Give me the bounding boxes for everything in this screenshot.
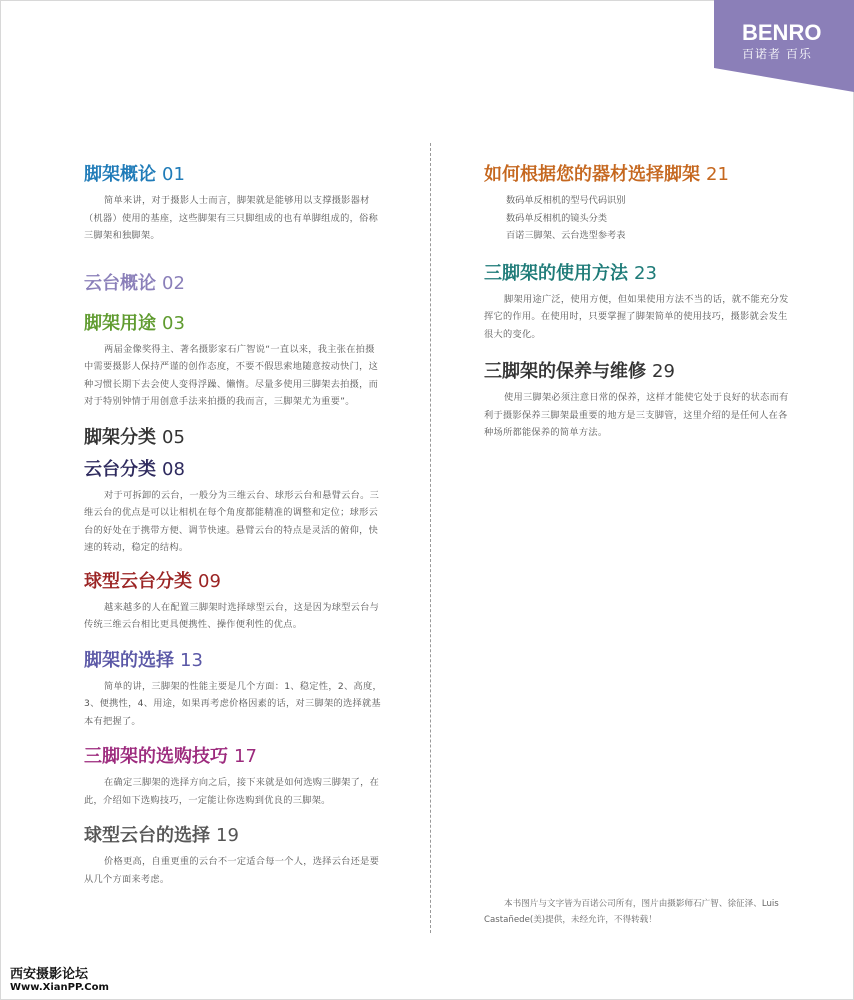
brand-logo: BENRO <box>742 20 822 45</box>
section-title: 云台概论 02 <box>84 272 185 294</box>
section-body: 在确定三脚架的选择方向之后，接下来就是如何选购三脚架了，在此，介绍如下选购技巧，一定能让你选购到优良的三脚架。 <box>84 777 380 806</box>
section-title: 脚架分类 05 <box>84 426 185 448</box>
section-tripod-selection[interactable] <box>84 646 384 731</box>
section-body: 对于可拆卸的云台，一般分为三维云台、球形云台和悬臂云台。三维云台的优点是可以让相机在每个角度都能精准的调整和定位；球形云台的好处在于携带方便、调节快速。悬臂云台的特点是灵活的俯仰，快速的转动，稳定的结构。 <box>84 489 380 553</box>
left-column <box>84 160 384 888</box>
list-item: 数码单反相机的镜头分类 <box>506 212 608 224</box>
section-body: 越来越多的人在配置三脚架时选择球型云台，这是因为球型云台与传统三维云台相比更具便携性、操作便利性的优点。 <box>84 601 380 630</box>
section-body: 两届金像奖得主、著名摄影家石广智说“一直以来，我主张在拍摄中需要摄影人保持严谨的创作态度，不要不假思索地随意按动快门，这种习惯长期下去会使人变得浮躁、懒惰。尽量多使用三脚架去拍摄，而对于特别钟情于用创意手法来拍摄的我而言，三脚架尤为重要”。 <box>84 343 379 407</box>
section-body: 使用三脚架必须注意日常的保养，这样才能使它处于良好的状态而有利于摄影保养三脚架最重要的地方是三支脚管，这里介绍的是任何人在各种场所都能保养的简单方法。 <box>484 392 789 438</box>
section-title: 三脚架的选购技巧 17 <box>84 746 257 767</box>
section-title: 三脚架的保养与维修 29 <box>484 361 675 382</box>
watermark <box>10 963 109 993</box>
section-usage[interactable] <box>484 259 790 344</box>
section-tripod-overview[interactable] <box>84 160 384 245</box>
section-title: 脚架用途 03 <box>84 312 185 334</box>
section-list <box>484 192 790 245</box>
section-title: 球型云台的选择 19 <box>84 825 239 846</box>
copyright-notice: 本书图片与文字皆为百诺公司所有，图片由摄影师石广智、徐征泽、Luis Castañede(美)提供，未经允许，不得转载！ <box>484 899 779 925</box>
logo-badge <box>0 0 854 100</box>
section-head-types[interactable] <box>84 455 384 557</box>
section-body: 简单来讲，对于摄影人士而言，脚架就是能够用以支撑摄影器材（机器）使用的基座，这些脚架有三只脚组成的也有单脚组成的，俗称三脚架和独脚架。 <box>84 195 379 241</box>
section-title: 脚架概论 01 <box>84 164 185 185</box>
watermark-url: Www.XianPP.Com <box>10 982 109 993</box>
section-body: 简单的讲，三脚架的性能主要是几个方面：1、稳定性，2、高度，3、便携性，4、用途，如果再考虑价格因素的话，对三脚架的选择就基本有把握了。 <box>84 680 382 727</box>
section-tripod-types[interactable] <box>84 423 384 449</box>
list-item: 百诺三脚架、云台选型参考表 <box>506 230 626 241</box>
section-ball-head-types[interactable] <box>84 567 384 634</box>
section-title: 云台分类 08 <box>84 458 185 480</box>
section-title: 球型云台分类 09 <box>84 570 221 592</box>
section-buying-tips[interactable] <box>84 742 384 809</box>
section-ball-head-selection[interactable] <box>84 821 384 888</box>
section-body: 价格更高，自重更重的云台不一定适合每一个人，选择云台还是要从几个方面来考虑。 <box>84 856 380 885</box>
column-divider <box>430 143 431 933</box>
section-head-overview[interactable] <box>84 269 384 295</box>
right-column <box>484 160 790 442</box>
section-body: 脚架用途广泛，使用方便，但如果使用方法不当的话，就不能充分发挥它的作用。在使用时，只要掌握了脚架简单的使用技巧，摄影就会发生很大的变化。 <box>484 293 789 340</box>
watermark-name: 西安摄影论坛 <box>10 967 89 982</box>
section-maintenance[interactable] <box>484 357 790 442</box>
section-title: 脚架的选择 13 <box>84 649 203 671</box>
section-tripod-uses[interactable] <box>84 309 384 411</box>
section-title: 如何根据您的器材选择脚架 21 <box>484 164 729 185</box>
brand-subtitle: 百诺者 百乐 <box>742 47 812 61</box>
list-item: 数码单反相机的型号代码识别 <box>506 195 626 206</box>
section-title: 三脚架的使用方法 23 <box>484 262 657 284</box>
section-choose-by-equipment[interactable] <box>484 160 790 245</box>
